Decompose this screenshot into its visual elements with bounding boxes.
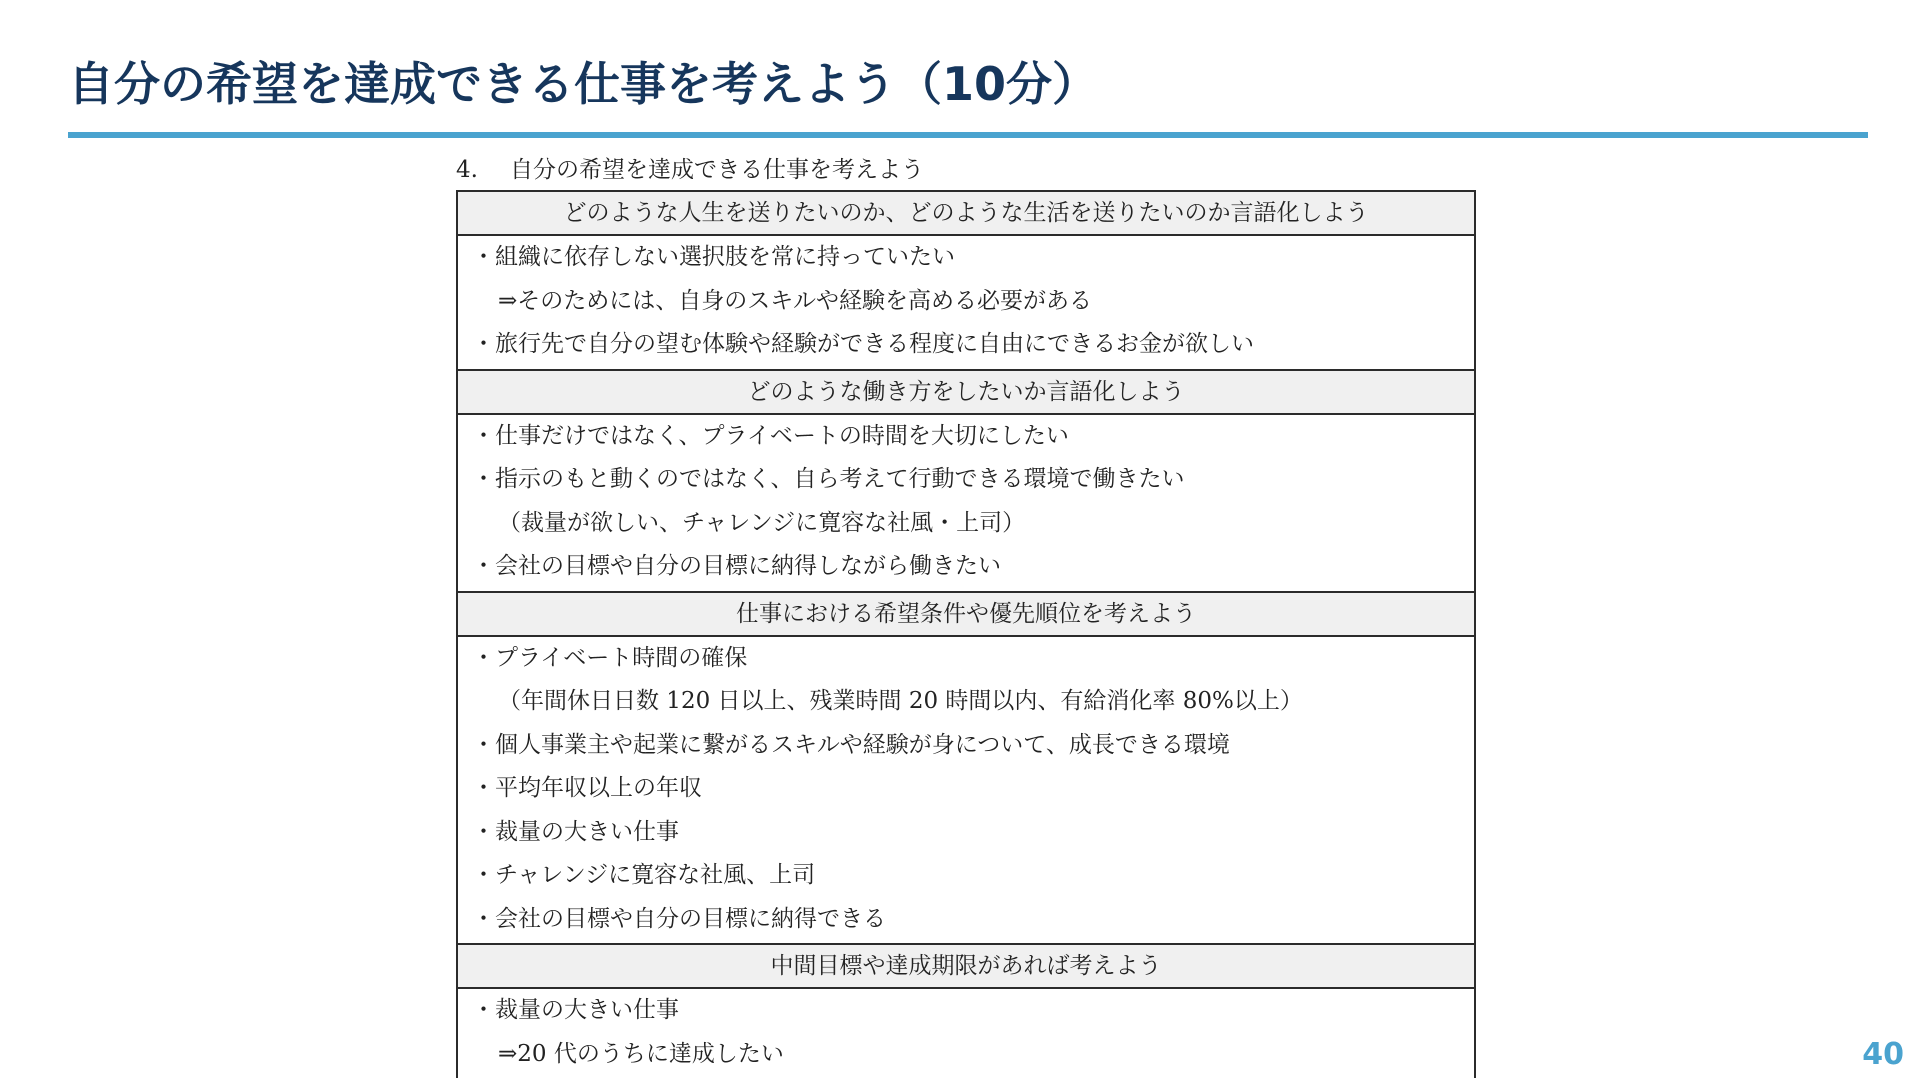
list-item: ・プライベート時間の確保 (472, 644, 748, 671)
worksheet-document (456, 150, 1476, 1078)
list-item: ・裁量の大きい仕事 (472, 997, 679, 1023)
list-item: ・平均年収以上の年収 (472, 775, 702, 801)
section-header-life: どのような人生を送りたいのか、どのような生活を送りたいのか言語化しよう (458, 192, 1474, 236)
page-number: 40 (1862, 1037, 1904, 1072)
list-item: ⇒そのためには、自身のスキルや経験を高める必要がある (498, 287, 1093, 314)
list-item: ・旅行先で自分の望む体験や経験ができる程度に自由にできるお金が欲しい (472, 331, 1254, 357)
list-item: ・指示のもと動くのではなく、自ら考えて行動できる環境で働きたい (472, 466, 1185, 492)
section-header-conditions: 仕事における希望条件や優先順位を考えよう (458, 593, 1474, 637)
list-item: ・チャレンジに寛容な社風、上司 (472, 862, 816, 888)
slide-title: 自分の希望を達成できる仕事を考えよう（10分） (68, 57, 1099, 111)
list-item: （年間休日日数 120 日以上、残業時間 20 時間以内、有給消化率 80%以上） (498, 688, 1303, 714)
list-item: ⇒20 代のうちに達成したい (498, 1040, 784, 1067)
title-underline (68, 132, 1868, 138)
list-item: ・会社の目標や自分の目標に納得できる (472, 905, 886, 932)
worksheet-table (456, 190, 1476, 1078)
list-item: ・組織に依存しない選択肢を常に持っていたい (472, 244, 955, 270)
list-item: （裁量が欲しい、チャレンジに寛容な社風・上司） (498, 509, 1026, 536)
heading-number: 4. (456, 157, 478, 183)
section-body-workstyle (458, 415, 1474, 593)
section-body-conditions (458, 637, 1474, 946)
section-body-milestones (458, 989, 1474, 1078)
list-item: ・仕事だけではなく、プライベートの時間を大切にしたい (472, 422, 1069, 449)
document-heading (456, 150, 1476, 190)
list-item: ・会社の目標や自分の目標に納得しながら働きたい (472, 553, 1001, 579)
heading-text: 自分の希望を達成できる仕事を考えよう (510, 157, 924, 183)
section-body-life (458, 236, 1474, 371)
section-header-workstyle: どのような働き方をしたいか言語化しよう (458, 371, 1474, 415)
section-header-milestones: 中間目標や達成期限があれば考えよう (458, 945, 1474, 989)
list-item: ・個人事業主や起業に繋がるスキルや経験が身について、成長できる環境 (472, 731, 1230, 758)
list-item: ・裁量の大きい仕事 (472, 818, 679, 845)
